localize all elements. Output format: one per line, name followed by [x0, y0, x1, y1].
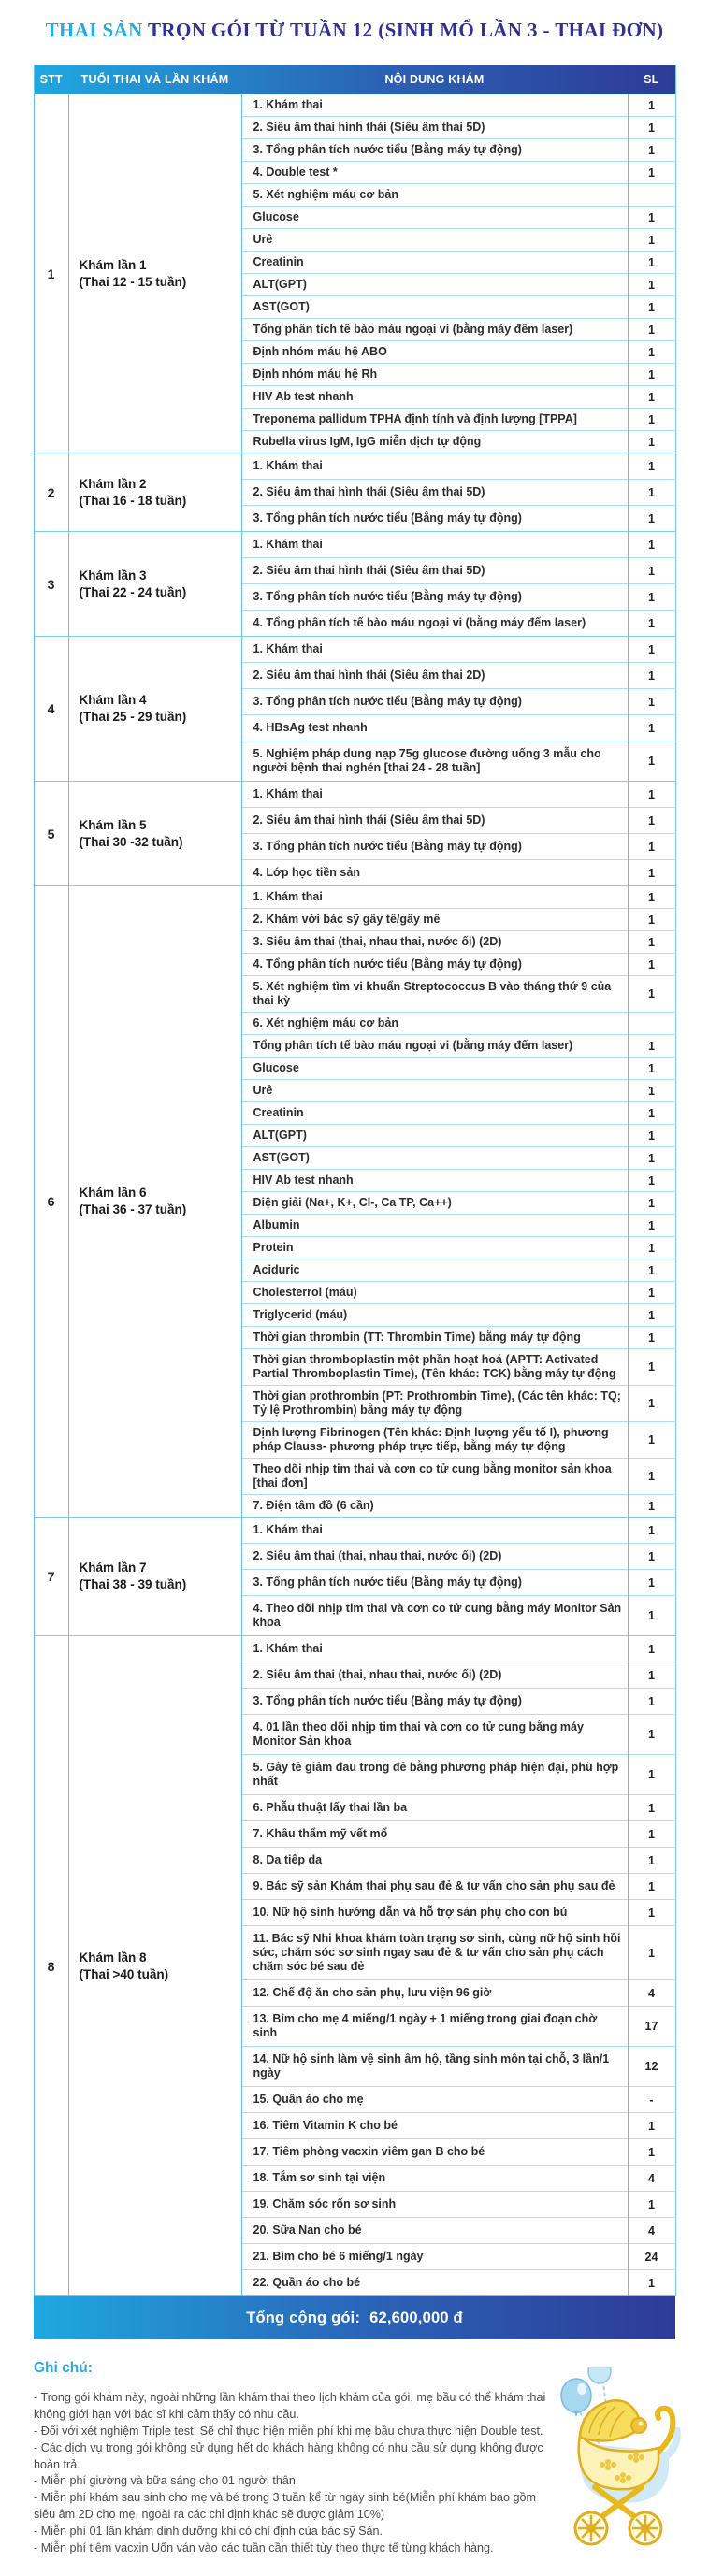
service-label: Albumin — [241, 1215, 628, 1237]
service-qty: 4 — [628, 2166, 675, 2192]
package-table — [34, 65, 676, 2296]
service-qty: 1 — [628, 860, 675, 886]
visit-name: Khám lần 3 — [79, 568, 147, 583]
service-label: 4. Tổng phân tích nước tiểu (Bằng máy tự động) — [241, 954, 628, 976]
service-label: AST(GOT) — [241, 1147, 628, 1170]
service-label: 7. Điện tâm đồ (6 cần) — [241, 1495, 628, 1518]
service-qty: 1 — [628, 94, 675, 117]
stroller-icon — [575, 2400, 681, 2544]
notes-list — [34, 2390, 553, 2557]
service-qty: 1 — [628, 409, 675, 431]
service-qty: 1 — [628, 1058, 675, 1080]
service-label: 3. Tổng phân tích nước tiểu (Bằng máy tự động) — [241, 1570, 628, 1596]
note-item: - Miễn phí giường và bữa sáng cho 01 người thân — [34, 2474, 296, 2488]
visit-label — [68, 453, 241, 532]
service-qty: 1 — [628, 1848, 675, 1874]
service-label: Protein — [241, 1237, 628, 1259]
service-label: 22. Quần áo cho bé — [241, 2270, 628, 2296]
service-label: Aciduric — [241, 1259, 628, 1282]
section-number: 3 — [34, 532, 68, 637]
service-label: 2. Khám với bác sỹ gây tê/gây mê — [241, 909, 628, 931]
service-qty: 1 — [628, 1570, 675, 1596]
service-label: Urê — [241, 229, 628, 252]
service-qty: 1 — [628, 162, 675, 184]
service-label: AST(GOT) — [241, 296, 628, 319]
service-label: Tổng phân tích tế bào máu ngoại vi (bằng máy đếm laser) — [241, 319, 628, 341]
service-label: 13. Bỉm cho mẹ 4 miếng/1 ngày + 1 miếng trong giai đoạn chờ sinh — [241, 2007, 628, 2047]
service-qty: 1 — [628, 2139, 675, 2166]
service-qty: 1 — [628, 689, 675, 715]
service-label: 5. Nghiệm pháp dung nạp 75g glucose đường uống 3 mẫu cho người bệnh thai nghén [thai 24 - 28 tuần] — [241, 741, 628, 782]
service-qty: 1 — [628, 1874, 675, 1900]
notes-heading: Ghi chú: — [34, 2360, 93, 2376]
section-number: 7 — [34, 1518, 68, 1636]
service-qty: 1 — [628, 1596, 675, 1636]
visit-period: (Thai 22 - 24 tuần) — [79, 584, 187, 599]
section-number: 5 — [34, 782, 68, 886]
service-qty: 1 — [628, 274, 675, 296]
service-qty: 1 — [628, 1926, 675, 1980]
service-label: 11. Bác sỹ Nhi khoa khám toàn trạng sơ sinh, cùng nữ hộ sinh hồi sức, chăm sóc sơ sinh ngay sau đẻ & tư vấn cho sản phụ cách chăm sóc bé sau đẻ — [241, 1926, 628, 1980]
total-value: 62,600,000 đ — [369, 2309, 463, 2326]
service-label: Định lượng Fibrinogen (Tên khác: Định lượng yếu tố I), phương pháp Clauss- phương pháp trực tiếp, bằng máy tự động — [241, 1422, 628, 1459]
service-label: 1. Khám thai — [241, 532, 628, 558]
service-label: 8. Da tiếp da — [241, 1848, 628, 1874]
visit-name: Khám lần 8 — [79, 1950, 147, 1964]
service-qty: 1 — [628, 453, 675, 480]
service-label: 3. Tổng phân tích nước tiểu (Bằng máy tự động) — [241, 834, 628, 860]
visit-label — [68, 1636, 241, 2296]
service-label: 5. Xét nghiệm tìm vi khuẩn Streptococcus B vào tháng thứ 9 của thai kỳ — [241, 976, 628, 1013]
service-qty — [628, 1013, 675, 1035]
service-qty: 1 — [628, 1282, 675, 1304]
service-qty: 1 — [628, 431, 675, 453]
visit-name: Khám lần 7 — [79, 1561, 147, 1576]
table-body — [34, 94, 675, 2296]
service-qty: 1 — [628, 1215, 675, 1237]
service-qty: 1 — [628, 1689, 675, 1715]
service-qty: 1 — [628, 715, 675, 741]
service-qty: 1 — [628, 1900, 675, 1926]
header-content: NỘI DUNG KHÁM — [384, 73, 485, 86]
visit-label — [68, 886, 241, 1518]
service-qty: 1 — [628, 1386, 675, 1422]
service-label: 3. Tổng phân tích nước tiểu (Bằng máy tự động) — [241, 689, 628, 715]
service-qty: 1 — [628, 1304, 675, 1327]
service-qty: 1 — [628, 834, 675, 860]
service-qty: 1 — [628, 663, 675, 689]
service-qty: 4 — [628, 2218, 675, 2244]
section-number: 2 — [34, 453, 68, 532]
visit-period: (Thai 38 - 39 tuần) — [79, 1577, 187, 1591]
service-qty: 1 — [628, 364, 675, 386]
service-qty: 1 — [628, 386, 675, 409]
visit-name: Khám lần 5 — [79, 817, 147, 832]
visit-period: (Thai 12 - 15 tuần) — [79, 274, 187, 289]
service-label: 6. Phẫu thuật lấy thai lần ba — [241, 1795, 628, 1821]
service-qty: 1 — [628, 1349, 675, 1386]
service-qty: 1 — [628, 2113, 675, 2139]
service-qty: 1 — [628, 976, 675, 1013]
service-label: 15. Quần áo cho mẹ — [241, 2087, 628, 2113]
service-qty: 12 — [628, 2047, 675, 2087]
service-label: 14. Nữ hộ sinh làm vệ sinh âm hộ, tầng sinh môn tại chỗ, 3 lần/1 ngày — [241, 2047, 628, 2087]
table-header — [34, 65, 675, 94]
section-number: 4 — [34, 637, 68, 782]
service-qty: 1 — [628, 207, 675, 229]
service-qty: 1 — [628, 1192, 675, 1215]
service-label: Rubella virus IgM, IgG miễn dịch tự động — [241, 431, 628, 453]
service-label: 2. Siêu âm thai hình thái (Siêu âm thai 5D) — [241, 117, 628, 139]
service-qty: 1 — [628, 1495, 675, 1518]
service-row — [34, 1636, 675, 1662]
service-label: 4. Tổng phân tích tế bào máu ngoại vi (bằng máy đếm laser) — [241, 611, 628, 637]
service-label: Cholesterrol (máu) — [241, 1282, 628, 1304]
total-label: Tổng cộng gói: — [246, 2309, 361, 2326]
service-label: 17. Tiêm phòng vacxin viêm gan B cho bé — [241, 2139, 628, 2166]
service-qty: 1 — [628, 480, 675, 506]
service-label: Urê — [241, 1080, 628, 1102]
page-title-main: TRỌN GÓI TỪ TUẦN 12 (SINH MỔ LẦN 3 - THAI ĐƠN) — [142, 19, 664, 41]
service-qty: 1 — [628, 1821, 675, 1848]
service-qty: 1 — [628, 2270, 675, 2296]
service-row — [34, 637, 675, 663]
service-qty: 1 — [628, 1237, 675, 1259]
visit-period: (Thai 16 - 18 tuần) — [79, 493, 187, 508]
service-qty: 1 — [628, 1125, 675, 1147]
service-qty: 1 — [628, 782, 675, 808]
service-row — [34, 782, 675, 808]
service-qty: 1 — [628, 1518, 675, 1544]
section-number: 8 — [34, 1636, 68, 2296]
service-label: 20. Sữa Nan cho bé — [241, 2218, 628, 2244]
service-label: HIV Ab test nhanh — [241, 1170, 628, 1192]
service-label: 6. Xét nghiệm máu cơ bản — [241, 1013, 628, 1035]
service-label: Thời gian thromboplastin một phần hoạt hoá (APTT: Activated Partial Thromboplastin Time), (Tên khác: TCK) bằng máy tự động — [241, 1349, 628, 1386]
service-label: ALT(GPT) — [241, 274, 628, 296]
page-title — [0, 19, 709, 42]
service-label: 3. Tổng phân tích nước tiểu (Bằng máy tự động) — [241, 584, 628, 611]
service-qty: 1 — [628, 931, 675, 954]
service-qty: 1 — [628, 909, 675, 931]
service-row — [34, 453, 675, 480]
header-visit: TUỔI THAI VÀ LẦN KHÁM — [80, 73, 229, 86]
service-qty: 1 — [628, 117, 675, 139]
service-label: 10. Nữ hộ sinh hướng dẫn và hỗ trợ sản phụ cho con bú — [241, 1900, 628, 1926]
visit-label — [68, 1518, 241, 1636]
visit-period: (Thai 36 - 37 tuần) — [79, 1202, 187, 1216]
service-qty: 1 — [628, 637, 675, 663]
service-label: 1. Khám thai — [241, 453, 628, 480]
service-label: Định nhóm máu hệ Rh — [241, 364, 628, 386]
service-label: 4. Lớp học tiền sản — [241, 860, 628, 886]
service-qty: 1 — [628, 252, 675, 274]
service-qty: 1 — [628, 741, 675, 782]
visit-period: (Thai 25 - 29 tuần) — [79, 710, 187, 724]
visit-name: Khám lần 1 — [79, 257, 147, 272]
service-label: Triglycerid (máu) — [241, 1304, 628, 1327]
service-qty: 1 — [628, 886, 675, 909]
service-row — [34, 94, 675, 117]
service-label: HIV Ab test nhanh — [241, 386, 628, 409]
notes-section — [34, 2360, 675, 2576]
service-row — [34, 1518, 675, 1544]
service-qty: 17 — [628, 2007, 675, 2047]
service-qty: 1 — [628, 1170, 675, 1192]
service-label: 1. Khám thai — [241, 637, 628, 663]
service-label: 3. Tổng phân tích nước tiểu (Bằng máy tự động) — [241, 506, 628, 532]
service-label: 12. Chế độ ăn cho sản phụ, lưu viện 96 giờ — [241, 1980, 628, 2007]
total-bar — [34, 2296, 675, 2339]
stroller-illustration — [548, 2367, 688, 2554]
service-label: 16. Tiêm Vitamin K cho bé — [241, 2113, 628, 2139]
service-label: 19. Chăm sóc rốn sơ sinh — [241, 2192, 628, 2218]
visit-period: (Thai >40 tuần) — [79, 1966, 169, 1981]
visit-period: (Thai 30 -32 tuần) — [79, 834, 183, 849]
service-qty: 1 — [628, 1662, 675, 1689]
visit-label — [68, 94, 241, 453]
service-label: Glucose — [241, 207, 628, 229]
service-qty: 1 — [628, 611, 675, 637]
service-qty: 1 — [628, 2192, 675, 2218]
service-label: 2. Siêu âm thai hình thái (Siêu âm thai 5D) — [241, 480, 628, 506]
service-label: 2. Siêu âm thai (thai, nhau thai, nước ối) (2D) — [241, 1662, 628, 1689]
service-qty: 1 — [628, 954, 675, 976]
service-label: Glucose — [241, 1058, 628, 1080]
service-label: Tổng phân tích tế bào máu ngoại vi (bằng máy đếm laser) — [241, 1035, 628, 1058]
service-qty: 1 — [628, 1327, 675, 1349]
service-qty: 1 — [628, 506, 675, 532]
service-label: 3. Siêu âm thai (thai, nhau thai, nước ối) (2D) — [241, 931, 628, 954]
service-qty: 1 — [628, 1147, 675, 1170]
header-stt: STT — [39, 73, 63, 86]
service-qty: 1 — [628, 139, 675, 162]
service-label: Theo dõi nhịp tim thai và cơn co tử cung bằng monitor sản khoa [thai đơn] — [241, 1459, 628, 1495]
service-label: 9. Bác sỹ sản Khám thai phụ sau đẻ & tư vấn cho sản phụ sau đẻ — [241, 1874, 628, 1900]
service-label: Creatinin — [241, 1102, 628, 1125]
service-qty: 1 — [628, 1715, 675, 1755]
note-item: - Đối với xét nghiệm Triple test: Sẽ chỉ thực hiện miễn phí khi mẹ bầu chưa thực hiện Double test. — [34, 2424, 543, 2438]
service-qty: 1 — [628, 296, 675, 319]
service-qty: 1 — [628, 1544, 675, 1570]
service-qty: 1 — [628, 1422, 675, 1459]
service-label: 4. Double test * — [241, 162, 628, 184]
service-label: 5. Xét nghiệm máu cơ bản — [241, 184, 628, 207]
visit-label — [68, 637, 241, 782]
service-label: 18. Tắm sơ sinh tại viện — [241, 2166, 628, 2192]
service-label: Treponema pallidum TPHA định tính và định lượng [TPPA] — [241, 409, 628, 431]
service-label: Thời gian prothrombin (PT: Prothrombin Time), (Các tên khác: TQ; Tỷ lệ Prothrombin) bằng máy tự động — [241, 1386, 628, 1422]
service-label: 2. Siêu âm thai hình thái (Siêu âm thai 5D) — [241, 558, 628, 584]
service-qty — [628, 184, 675, 207]
note-item: - Trong gói khám này, ngoài những lần khám thai theo lịch khám của gói, mẹ bầu có thể khám thai không giới hạn với bác sĩ khi cảm thấy có nhu cầu. — [34, 2391, 546, 2421]
service-label: ALT(GPT) — [241, 1125, 628, 1147]
service-label: 2. Siêu âm thai (thai, nhau thai, nước ối) (2D) — [241, 1544, 628, 1570]
service-label: 1. Khám thai — [241, 782, 628, 808]
visit-name: Khám lần 4 — [79, 693, 147, 708]
note-item: - Miễn phí khám sau sinh cho mẹ và bé trong 3 tuần kể từ ngày sinh bé(Miễn phí khám bao gồm siêu âm 2D cho mẹ, ngoài ra các chỉ định khác sẽ được giảm 10%) — [34, 2491, 536, 2522]
service-qty: 1 — [628, 229, 675, 252]
service-label: 4. Theo dõi nhịp tim thai và cơn co tử cung bằng máy Monitor Sản khoa — [241, 1596, 628, 1636]
service-label: 3. Tổng phân tích nước tiểu (Bằng máy tự động) — [241, 139, 628, 162]
service-row — [34, 886, 675, 909]
service-label: Định nhóm máu hệ ABO — [241, 341, 628, 364]
service-qty: 1 — [628, 1459, 675, 1495]
visit-label — [68, 532, 241, 637]
service-qty: 1 — [628, 1636, 675, 1662]
service-qty: 24 — [628, 2244, 675, 2270]
service-label: 2. Siêu âm thai hình thái (Siêu âm thai 5D) — [241, 808, 628, 834]
service-label: 1. Khám thai — [241, 94, 628, 117]
service-label: 5. Gây tê giảm đau trong đẻ bằng phương pháp hiện đại, phù hợp nhất — [241, 1755, 628, 1795]
service-label: Creatinin — [241, 252, 628, 274]
note-item: - Miễn phí tiêm vacxin Uốn ván vào các tuần cần thiết tùy theo thực tế từng khách hàng. — [34, 2540, 494, 2554]
note-item: - Các dịch vụ trong gói không sử dụng hết do khách hàng không có nhu cầu sử dụng không được hoàn trả. — [34, 2440, 543, 2471]
service-qty: 1 — [628, 808, 675, 834]
service-label: Thời gian thrombin (TT: Thrombin Time) bằng máy tự động — [241, 1327, 628, 1349]
visit-label — [68, 782, 241, 886]
service-row — [34, 532, 675, 558]
service-qty: 1 — [628, 1755, 675, 1795]
section-number: 1 — [34, 94, 68, 453]
service-label: 2. Siêu âm thai hình thái (Siêu âm thai 2D) — [241, 663, 628, 689]
visit-name: Khám lần 2 — [79, 476, 147, 491]
service-qty: 1 — [628, 1795, 675, 1821]
service-qty: - — [628, 2087, 675, 2113]
page-title-accent: THAI SẢN — [45, 19, 143, 41]
service-qty: 1 — [628, 1259, 675, 1282]
section-number: 6 — [34, 886, 68, 1518]
service-label: 3. Tổng phân tích nước tiểu (Bằng máy tự động) — [241, 1689, 628, 1715]
service-label: 21. Bỉm cho bé 6 miếng/1 ngày — [241, 2244, 628, 2270]
service-qty: 4 — [628, 1980, 675, 2007]
service-qty: 1 — [628, 341, 675, 364]
service-label: Điện giải (Na+, K+, Cl-, Ca TP, Ca++) — [241, 1192, 628, 1215]
note-item: - Miễn phí 01 lần khám dinh dưỡng khi có chỉ định của bác sỹ Sản. — [34, 2525, 383, 2538]
service-label: 1. Khám thai — [241, 886, 628, 909]
visit-name: Khám lần 6 — [79, 1186, 147, 1201]
service-qty: 1 — [628, 319, 675, 341]
service-qty: 1 — [628, 558, 675, 584]
service-label: 7. Khâu thẩm mỹ vết mổ — [241, 1821, 628, 1848]
service-label: 4. HBsAg test nhanh — [241, 715, 628, 741]
service-qty: 1 — [628, 1035, 675, 1058]
service-qty: 1 — [628, 532, 675, 558]
header-qty: SL — [644, 73, 659, 86]
service-label: 1. Khám thai — [241, 1636, 628, 1662]
service-qty: 1 — [628, 584, 675, 611]
service-label: 4. 01 lần theo dõi nhịp tim thai và cơn co tử cung bằng máy Monitor Sản khoa — [241, 1715, 628, 1755]
service-label: 1. Khám thai — [241, 1518, 628, 1544]
service-qty: 1 — [628, 1102, 675, 1125]
service-qty: 1 — [628, 1080, 675, 1102]
